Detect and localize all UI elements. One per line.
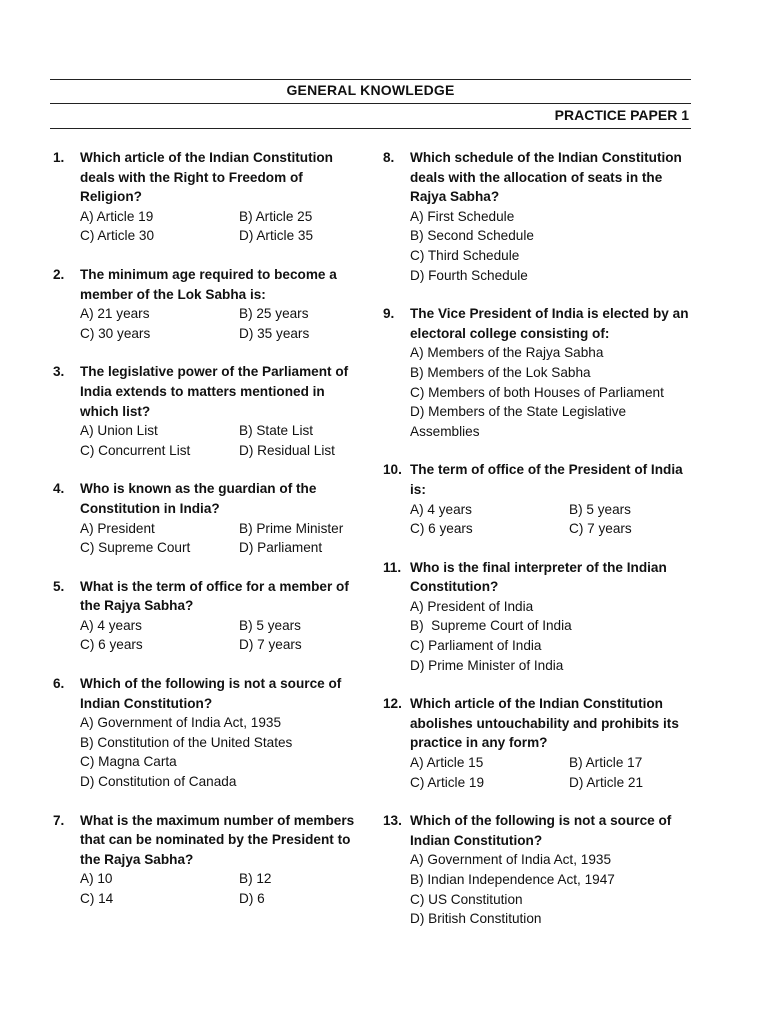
paper-subtitle: PRACTICE PAPER 1 xyxy=(554,107,689,123)
question-7 xyxy=(53,811,363,909)
options xyxy=(80,304,363,343)
question-9 xyxy=(383,304,693,441)
option-c: C) Concurrent List xyxy=(80,442,191,458)
option-c: C) Article 30 xyxy=(80,228,155,244)
option-c: C) 30 years xyxy=(80,325,151,341)
option-d: C) 7 years xyxy=(569,521,632,537)
option-a: A) President of India xyxy=(410,598,534,614)
option-d: D) Fourth Schedule xyxy=(410,267,528,283)
option-b: B) 5 years xyxy=(239,617,301,633)
option-a: A) 10 xyxy=(80,871,113,887)
option-d: D) Article 21 xyxy=(569,774,644,790)
option-d: D) Residual List xyxy=(239,442,335,458)
option-b: B) Indian Independence Act, 1947 xyxy=(410,872,615,887)
option-b: B) Article 25 xyxy=(239,208,313,224)
question-13 xyxy=(383,811,693,929)
option-b: B) Members of the Lok Sabha xyxy=(410,364,591,380)
middle-rule xyxy=(50,103,691,104)
option-d: D) 6 xyxy=(239,891,265,906)
bottom-rule xyxy=(50,128,691,129)
question-3 xyxy=(53,362,363,460)
question-text: Which schedule of the Indian Constitution deals with the allocation of seats in the Rajya Sabha? xyxy=(410,150,682,205)
option-c: C) Supreme Court xyxy=(80,540,191,556)
question-text: Which of the following is not a source of Indian Constitution? xyxy=(80,676,342,711)
option-c: C) 6 years xyxy=(80,637,143,653)
question-12 xyxy=(383,694,693,792)
question-number: 2. xyxy=(53,266,65,282)
option-d: D) British Constitution xyxy=(410,911,542,927)
option-c: C) 14 xyxy=(80,891,114,906)
options xyxy=(410,207,693,285)
option-a: A) First Schedule xyxy=(410,208,515,224)
top-rule xyxy=(50,79,691,80)
question-text: Who is the final interpreter of the Indian Constitution? xyxy=(410,559,667,595)
options xyxy=(410,597,693,675)
option-d: D) Constitution of Canada xyxy=(80,774,237,790)
options xyxy=(80,519,363,558)
question-text: The minimum age required to become a member of the Lok Sabha is: xyxy=(80,266,337,302)
option-d: D) Parliament xyxy=(239,540,323,556)
question-text: The legislative power of the Parliament of India extends to matters mentioned in which list? xyxy=(80,364,349,419)
option-b: B) State List xyxy=(239,423,314,439)
question-number: 1. xyxy=(53,150,65,165)
question-number: 9. xyxy=(383,306,395,322)
option-a: A) Union List xyxy=(80,423,158,439)
option-b: B) 5 years xyxy=(569,501,631,517)
question-5 xyxy=(53,577,363,655)
option-a: A) Members of the Rajya Sabha xyxy=(410,345,604,361)
options xyxy=(80,713,363,791)
question-text: The Vice President of India is elected by an electoral college consisting of: xyxy=(410,306,689,341)
option-a: A) 4 years xyxy=(410,501,472,517)
option-b: B) 12 xyxy=(239,871,272,887)
options xyxy=(80,869,363,908)
question-number: 10. xyxy=(383,462,402,478)
question-text: Which article of the Indian Constitution deals with the Right to Freedom of Religion? xyxy=(80,150,333,205)
options xyxy=(410,500,693,539)
option-b: B) 25 years xyxy=(239,306,309,322)
left-column xyxy=(53,148,363,909)
option-d: D) Prime Minister of India xyxy=(410,657,564,673)
question-text: Which of the following is not a source of Indian Constitution? xyxy=(410,813,672,848)
option-c: C) US Constitution xyxy=(410,891,523,907)
question-4 xyxy=(53,479,363,557)
option-a: A) 21 years xyxy=(80,306,150,322)
option-a: A) 4 years xyxy=(80,617,142,633)
question-number: 8. xyxy=(383,150,395,165)
question-number: 6. xyxy=(53,676,65,692)
option-b: B) Prime Minister xyxy=(239,520,344,536)
option-c: C) Third Schedule xyxy=(410,247,520,263)
options xyxy=(80,421,363,460)
option-c: C) Magna Carta xyxy=(80,754,177,770)
option-a: A) Government of India Act, 1935 xyxy=(410,852,611,868)
question-2 xyxy=(53,265,363,343)
option-c: C) Members of both Houses of Parliament xyxy=(410,384,664,400)
question-10 xyxy=(383,460,693,538)
right-column xyxy=(383,148,693,929)
question-text: Which article of the Indian Constitution abolishes untouchability and prohibits its practice in any form? xyxy=(410,696,679,751)
option-d: D) Article 35 xyxy=(239,228,314,244)
question-number: 7. xyxy=(53,812,65,828)
question-text: What is the maximum number of members that can be nominated by the President to the Rajya Sabha? xyxy=(80,812,355,867)
option-d: D) Members of the State Legislative Assemblies xyxy=(410,404,627,439)
options xyxy=(80,616,363,655)
question-number: 4. xyxy=(53,481,65,497)
question-1 xyxy=(53,148,363,246)
question-6 xyxy=(53,674,363,792)
option-c: C) 6 years xyxy=(410,521,473,537)
question-number: 11. xyxy=(383,559,402,575)
question-number: 12. xyxy=(383,696,402,712)
option-d: D) 35 years xyxy=(239,325,310,341)
option-c: C) Parliament of India xyxy=(410,638,542,654)
question-8 xyxy=(383,148,693,285)
question-11 xyxy=(383,558,693,676)
question-number: 13. xyxy=(383,813,402,829)
question-number: 5. xyxy=(53,578,65,594)
option-a: A) Government of India Act, 1935 xyxy=(80,715,281,731)
option-d: D) 7 years xyxy=(239,637,302,653)
option-a: A) Article 15 xyxy=(410,755,484,771)
option-a: A) President xyxy=(80,520,155,536)
options xyxy=(80,207,363,246)
option-b: B) Article 17 xyxy=(569,755,643,771)
option-b: B) Second Schedule xyxy=(410,228,534,244)
question-text: Who is known as the guardian of the Constitution in India? xyxy=(80,481,317,516)
option-c: C) Article 19 xyxy=(410,774,485,790)
options xyxy=(410,753,693,792)
option-b: B) Supreme Court of India xyxy=(410,618,572,634)
option-a: A) Article 19 xyxy=(80,208,154,224)
question-text: What is the term of office for a member of the Rajya Sabha? xyxy=(80,578,349,614)
question-text: The term of office of the President of India is: xyxy=(410,462,683,497)
question-number: 3. xyxy=(53,364,65,380)
options xyxy=(410,343,693,441)
page-title: GENERAL KNOWLEDGE xyxy=(286,82,455,98)
option-b: B) Constitution of the United States xyxy=(80,734,293,750)
options xyxy=(410,850,693,928)
